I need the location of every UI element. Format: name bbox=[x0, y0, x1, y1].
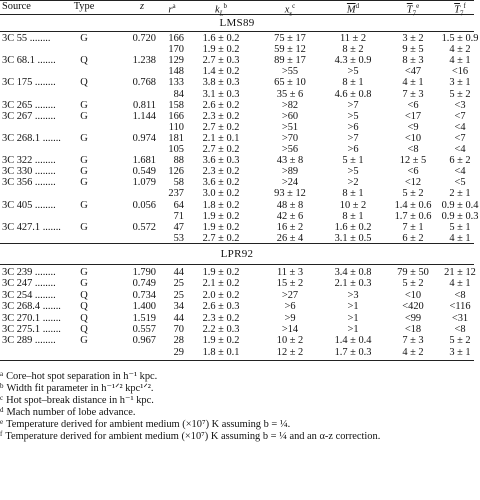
table-row bbox=[0, 55, 474, 66]
cell-t1: 3 ± 2 bbox=[402, 33, 424, 44]
cell-r: 29 bbox=[173, 346, 184, 358]
table-row bbox=[0, 335, 474, 346]
cell-xs: >56 bbox=[281, 144, 299, 155]
cell-xs: 93 ± 12 bbox=[274, 188, 306, 200]
cell-t1: <9 bbox=[407, 121, 419, 133]
table-row bbox=[0, 89, 474, 100]
cell-z: 0.967 bbox=[132, 335, 156, 347]
cell-z: 1.790 bbox=[132, 267, 156, 278]
table-row bbox=[0, 313, 474, 324]
cell-z: 1.400 bbox=[132, 301, 156, 313]
cell-m: 8 ± 2 bbox=[342, 44, 364, 56]
cell-t1: <12 bbox=[404, 177, 422, 189]
cell-type: G bbox=[80, 199, 88, 211]
cell-xs: 35 ± 6 bbox=[276, 88, 304, 100]
table-row bbox=[0, 166, 474, 177]
table-row bbox=[0, 222, 474, 233]
cell-r: 34 bbox=[173, 301, 184, 313]
cell-type: G bbox=[80, 166, 88, 178]
cell-t1: 79 ± 50 bbox=[397, 267, 429, 278]
cell-src: 3C 254 ........ bbox=[2, 289, 56, 301]
cell-r: 148 bbox=[168, 66, 184, 78]
cell-xs: 59 ± 12 bbox=[274, 44, 306, 56]
cell-m: >5 bbox=[347, 110, 359, 122]
cell-m: 4.6 ± 0.8 bbox=[334, 88, 372, 100]
cell-r: 71 bbox=[173, 210, 184, 222]
table-row bbox=[0, 66, 474, 77]
cell-kl: 1.9 ± 0.2 bbox=[202, 335, 240, 347]
cell-r: 170 bbox=[168, 44, 184, 56]
cell-t2: 0.9 ± 0.3 bbox=[441, 210, 479, 222]
cell-r: 44 bbox=[173, 267, 184, 278]
cell-xs: >82 bbox=[281, 99, 299, 111]
cell-t2: <7 bbox=[454, 132, 466, 144]
table-header bbox=[0, 0, 474, 18]
cell-type: G bbox=[80, 33, 88, 44]
cell-m: >2 bbox=[347, 177, 359, 189]
cell-r: 53 bbox=[173, 232, 184, 244]
cell-kl: 2.7 ± 0.3 bbox=[202, 55, 240, 67]
cell-t1: 5 ± 2 bbox=[402, 188, 424, 200]
cell-r: 166 bbox=[168, 33, 184, 44]
cell-m: 2.1 ± 0.3 bbox=[334, 278, 372, 290]
cell-xs: 10 ± 2 bbox=[276, 335, 304, 347]
cell-m: 11 ± 2 bbox=[339, 33, 367, 44]
cell-t2: <3 bbox=[454, 99, 466, 111]
cell-t1: <6 bbox=[407, 166, 419, 178]
cell-type: Q bbox=[80, 77, 88, 89]
cell-src: 3C 268.1 ....... bbox=[2, 132, 61, 144]
cell-xs: >27 bbox=[281, 289, 299, 301]
cell-t2: 4 ± 1 bbox=[449, 278, 471, 290]
table-row bbox=[0, 199, 479, 211]
cell-src: 3C 330 ........ bbox=[2, 166, 56, 178]
cell-xs: 75 ± 17 bbox=[274, 33, 306, 44]
cell-xs: 12 ± 2 bbox=[276, 346, 304, 358]
cell-m: >7 bbox=[347, 99, 359, 111]
cell-m: 8 ± 1 bbox=[342, 188, 364, 200]
cell-t2: 5 ± 1 bbox=[449, 221, 471, 233]
cell-xs: 89 ± 17 bbox=[274, 55, 306, 67]
cell-kl: 2.7 ± 0.2 bbox=[202, 144, 240, 155]
cell-r: 47 bbox=[173, 221, 184, 233]
cell-t2: 2 ± 1 bbox=[449, 188, 471, 200]
cell-m: 1.6 ± 0.2 bbox=[334, 221, 372, 233]
cell-z: 1.079 bbox=[132, 177, 156, 189]
cell-kl: 1.9 ± 0.2 bbox=[202, 210, 240, 222]
cell-z: 0.720 bbox=[132, 33, 156, 44]
cell-kl: 2.6 ± 0.2 bbox=[202, 99, 240, 111]
cell-xs: 65 ± 10 bbox=[274, 77, 306, 89]
cell-m: 3.4 ± 0.8 bbox=[334, 267, 372, 278]
cell-r: 166 bbox=[168, 110, 184, 122]
cell-t1: 7 ± 1 bbox=[402, 221, 424, 233]
cell-t1: <10 bbox=[404, 132, 422, 144]
cell-t2: <4 bbox=[454, 144, 466, 155]
cell-m: 10 ± 2 bbox=[339, 199, 367, 211]
cell-t1: 6 ± 2 bbox=[402, 232, 424, 244]
cell-t1: <8 bbox=[407, 144, 419, 155]
cell-kl: 3.8 ± 0.3 bbox=[202, 77, 240, 89]
cell-type: G bbox=[80, 110, 88, 122]
cell-kl: 2.3 ± 0.2 bbox=[202, 312, 240, 324]
cell-kl: 3.0 ± 0.2 bbox=[202, 188, 240, 200]
cell-t2: 4 ± 1 bbox=[449, 55, 471, 67]
cell-type: G bbox=[80, 278, 88, 290]
cell-z: 0.974 bbox=[132, 132, 156, 144]
cell-src: 3C 289 ........ bbox=[2, 335, 56, 347]
cell-t1: 4 ± 1 bbox=[402, 77, 424, 89]
header-rule bbox=[0, 14, 474, 15]
cell-src: 3C 247 ........ bbox=[2, 278, 56, 290]
cell-kl: 1.8 ± 0.2 bbox=[202, 199, 240, 211]
cell-r: 126 bbox=[168, 166, 184, 178]
cell-kl: 2.7 ± 0.2 bbox=[202, 232, 240, 244]
cell-t2: 5 ± 2 bbox=[449, 335, 471, 347]
cell-t1: <6 bbox=[407, 99, 419, 111]
header-type: Type bbox=[73, 1, 95, 12]
cell-kl: 3.6 ± 0.3 bbox=[202, 155, 240, 167]
cell-src: 3C 265 ........ bbox=[2, 99, 56, 111]
cell-m: >5 bbox=[347, 166, 359, 178]
cell-t2: <4 bbox=[454, 166, 466, 178]
cell-xs: 11 ± 3 bbox=[276, 267, 304, 278]
table-row bbox=[0, 347, 474, 358]
cell-t2: 3 ± 1 bbox=[449, 77, 471, 89]
cell-m: >1 bbox=[347, 312, 359, 324]
cell-t2: <4 bbox=[454, 121, 466, 133]
cell-type: Q bbox=[80, 55, 88, 67]
cell-m: >5 bbox=[347, 66, 359, 78]
cell-type: G bbox=[80, 99, 88, 111]
cell-src: 3C 267 ........ bbox=[2, 110, 56, 122]
cell-t2: 21 ± 12 bbox=[444, 267, 476, 278]
cell-t1: 8 ± 3 bbox=[402, 55, 424, 67]
cell-r: 70 bbox=[173, 324, 184, 335]
cell-t1: 1.7 ± 0.6 bbox=[394, 210, 432, 222]
table-row bbox=[0, 188, 474, 199]
footnotes bbox=[0, 368, 474, 440]
cell-src: 3C 268.4 ....... bbox=[2, 301, 61, 313]
cell-type: G bbox=[80, 221, 88, 233]
cell-kl: 3.1 ± 0.3 bbox=[202, 88, 240, 100]
header-r: $r^a$ bbox=[168, 2, 176, 16]
cell-z: 1.681 bbox=[132, 155, 156, 167]
cell-kl: 2.7 ± 0.2 bbox=[202, 121, 240, 133]
cell-r: 25 bbox=[173, 289, 184, 301]
cell-xs: 15 ± 2 bbox=[276, 278, 304, 290]
cell-r: 64 bbox=[173, 199, 184, 211]
cell-t2: 0.9 ± 0.4 bbox=[441, 199, 479, 211]
cell-t1: <47 bbox=[404, 66, 422, 78]
header-source: Source bbox=[2, 1, 31, 12]
cell-t2: 1.5 ± 0.9 bbox=[441, 33, 479, 44]
cell-m: 1.7 ± 0.3 bbox=[334, 346, 372, 358]
table-row bbox=[0, 324, 474, 335]
section-rule-lpr92 bbox=[0, 264, 474, 265]
cell-t1: <99 bbox=[404, 312, 422, 324]
cell-src: 3C 270.1 ....... bbox=[2, 312, 61, 324]
cell-type: G bbox=[80, 155, 88, 167]
cell-type: G bbox=[80, 267, 88, 278]
cell-xs: >89 bbox=[281, 166, 299, 178]
header-kl: $k_L^b$ bbox=[214, 2, 228, 18]
cell-src: 3C 356 ........ bbox=[2, 177, 56, 189]
header-xs: $x_s^c$ bbox=[284, 2, 296, 18]
cell-z: 0.768 bbox=[132, 77, 156, 89]
cell-kl: 1.4 ± 0.2 bbox=[202, 66, 240, 78]
cell-xs: >51 bbox=[281, 121, 299, 133]
cell-z: 0.549 bbox=[132, 166, 156, 178]
cell-t2: 4 ± 1 bbox=[449, 232, 471, 244]
cell-m: >6 bbox=[347, 121, 359, 133]
cell-t1: 1.4 ± 0.6 bbox=[394, 199, 432, 211]
cell-m: >3 bbox=[347, 289, 359, 301]
cell-kl: 2.0 ± 0.2 bbox=[202, 289, 240, 301]
table-row bbox=[0, 290, 474, 301]
footnote-a: $^a$ Core–hot spot separation in h⁻¹ kpc. bbox=[0, 370, 158, 382]
cell-t1: 5 ± 2 bbox=[402, 278, 424, 290]
cell-z: 0.572 bbox=[132, 221, 156, 233]
cell-t2: <31 bbox=[451, 312, 469, 324]
footnote-c: $^c$ Hot spot–break distance in h⁻¹ kpc. bbox=[0, 394, 154, 406]
cell-src: 3C 427.1 ....... bbox=[2, 221, 61, 233]
cell-xs: >55 bbox=[281, 66, 299, 78]
table-bottom-rule bbox=[0, 360, 474, 361]
cell-m: >7 bbox=[347, 132, 359, 144]
cell-kl: 1.6 ± 0.2 bbox=[202, 33, 240, 44]
cell-kl: 3.6 ± 0.2 bbox=[202, 177, 240, 189]
section-title-lms89: LMS89 bbox=[219, 17, 255, 29]
cell-t1: <17 bbox=[404, 110, 422, 122]
cell-kl: 2.2 ± 0.3 bbox=[202, 324, 240, 335]
cell-r: 105 bbox=[168, 144, 184, 155]
cell-r: 84 bbox=[173, 88, 184, 100]
cell-xs: >14 bbox=[281, 324, 299, 335]
cell-kl: 1.9 ± 0.2 bbox=[202, 44, 240, 56]
cell-z: 0.557 bbox=[132, 324, 156, 335]
table-row bbox=[0, 278, 474, 289]
cell-xs: >6 bbox=[284, 301, 296, 313]
footnote-e: $^e$ Temperature derived for ambient medium (×10⁷) K assuming b = ¼. bbox=[0, 418, 291, 430]
cell-t2: 5 ± 2 bbox=[449, 88, 471, 100]
cell-m: >6 bbox=[347, 144, 359, 155]
table-row bbox=[0, 111, 474, 122]
cell-r: 58 bbox=[173, 177, 184, 189]
cell-xs: 42 ± 6 bbox=[276, 210, 304, 222]
cell-r: 158 bbox=[168, 99, 184, 111]
cell-type: G bbox=[80, 177, 88, 189]
cell-m: 8 ± 1 bbox=[342, 77, 364, 89]
cell-t1: 9 ± 5 bbox=[402, 44, 424, 56]
cell-type: G bbox=[80, 335, 88, 347]
cell-xs: >60 bbox=[281, 110, 299, 122]
cell-xs: 43 ± 8 bbox=[276, 155, 304, 167]
cell-t2: <7 bbox=[454, 110, 466, 122]
cell-r: 110 bbox=[168, 121, 184, 133]
cell-z: 0.811 bbox=[133, 99, 156, 111]
cell-z: 0.056 bbox=[132, 199, 156, 211]
table-row bbox=[0, 210, 479, 222]
cell-t1: <10 bbox=[404, 289, 422, 301]
cell-src: 3C 275.1 ....... bbox=[2, 324, 61, 335]
cell-src: 3C 68.1 ....... bbox=[2, 55, 56, 67]
cell-t2: <5 bbox=[454, 177, 466, 189]
table-row bbox=[0, 301, 474, 312]
table-row bbox=[0, 177, 474, 188]
cell-r: 88 bbox=[173, 155, 184, 167]
header-t2: $\overline{T}_7^f$ bbox=[454, 2, 466, 18]
cell-r: 129 bbox=[168, 55, 184, 67]
cell-m: 5 ± 1 bbox=[342, 155, 364, 167]
table-row bbox=[0, 44, 474, 55]
cell-t1: 7 ± 3 bbox=[402, 335, 424, 347]
cell-m: >1 bbox=[347, 324, 359, 335]
table-row bbox=[0, 77, 474, 88]
cell-xs: 26 ± 4 bbox=[276, 232, 304, 244]
cell-t1: <18 bbox=[404, 324, 422, 335]
table-row bbox=[0, 33, 479, 44]
cell-t2: <116 bbox=[449, 301, 471, 313]
footnote-b: $^b$ Width fit parameter in h⁻¹ᐟ² kpc¹ᐟ². bbox=[0, 382, 154, 394]
cell-r: 133 bbox=[168, 77, 184, 89]
cell-src: 3C 55 ........ bbox=[2, 33, 51, 44]
cell-xs: >24 bbox=[281, 177, 299, 189]
cell-r: 44 bbox=[173, 312, 184, 324]
table-row bbox=[0, 144, 474, 155]
cell-t2: 3 ± 1 bbox=[449, 346, 471, 358]
cell-src: 3C 175 ........ bbox=[2, 77, 56, 89]
cell-t2: 6 ± 2 bbox=[449, 155, 471, 167]
cell-xs: >9 bbox=[284, 312, 296, 324]
cell-t2: 4 ± 2 bbox=[449, 44, 471, 56]
table-row bbox=[0, 100, 474, 111]
table-row bbox=[0, 155, 474, 166]
cell-type: Q bbox=[80, 301, 88, 313]
cell-m: 1.4 ± 0.4 bbox=[334, 335, 372, 347]
cell-m: 8 ± 1 bbox=[342, 210, 364, 222]
cell-t2: <16 bbox=[451, 66, 469, 78]
cell-xs: >70 bbox=[281, 132, 299, 144]
section-top-rule-lpr92 bbox=[0, 243, 474, 244]
header-z: z bbox=[139, 1, 145, 12]
cell-t1: 4 ± 2 bbox=[402, 346, 424, 358]
cell-kl: 1.9 ± 0.2 bbox=[202, 221, 240, 233]
header-t1: $\overline{T}_7^e$ bbox=[406, 2, 420, 18]
cell-m: >1 bbox=[347, 301, 359, 313]
cell-z: 1.238 bbox=[132, 55, 156, 67]
cell-kl: 1.8 ± 0.1 bbox=[202, 346, 240, 358]
cell-src: 3C 405 ........ bbox=[2, 199, 56, 211]
table-row bbox=[0, 133, 474, 144]
cell-type: Q bbox=[80, 289, 88, 301]
cell-t1: 12 ± 5 bbox=[399, 155, 427, 167]
cell-r: 181 bbox=[168, 132, 184, 144]
cell-kl: 1.9 ± 0.2 bbox=[202, 267, 240, 278]
cell-t2: <8 bbox=[454, 289, 466, 301]
cell-z: 0.749 bbox=[132, 278, 156, 290]
cell-kl: 2.3 ± 0.2 bbox=[202, 166, 240, 178]
cell-type: Q bbox=[80, 312, 88, 324]
cell-src: 3C 322 ........ bbox=[2, 155, 56, 167]
table-row bbox=[0, 267, 474, 278]
cell-type: Q bbox=[80, 324, 88, 335]
cell-r: 25 bbox=[173, 278, 184, 290]
cell-kl: 2.1 ± 0.2 bbox=[202, 278, 240, 290]
footnote-d: $^d$ Mach number of lobe advance. bbox=[0, 406, 136, 418]
cell-kl: 2.3 ± 0.2 bbox=[202, 110, 240, 122]
cell-z: 0.734 bbox=[132, 289, 156, 301]
cell-t1: <420 bbox=[402, 301, 424, 313]
cell-type: G bbox=[80, 132, 88, 144]
cell-m: 4.3 ± 0.9 bbox=[334, 55, 372, 67]
cell-z: 1.519 bbox=[132, 312, 156, 324]
cell-r: 28 bbox=[173, 335, 184, 347]
cell-t2: <8 bbox=[454, 324, 466, 335]
section-title-lpr92: LPR92 bbox=[220, 248, 254, 260]
section-rule-lms89 bbox=[0, 31, 474, 32]
cell-src: 3C 239 ........ bbox=[2, 267, 56, 278]
table-row bbox=[0, 122, 474, 133]
cell-t1: 7 ± 3 bbox=[402, 88, 424, 100]
cell-m: 3.1 ± 0.5 bbox=[334, 232, 372, 244]
cell-kl: 2.6 ± 0.3 bbox=[202, 301, 240, 313]
cell-r: 237 bbox=[168, 188, 184, 200]
cell-xs: 16 ± 2 bbox=[276, 221, 304, 233]
header-m: $\overline{M}^d$ bbox=[346, 2, 360, 16]
cell-z: 1.144 bbox=[132, 110, 156, 122]
cell-kl: 2.1 ± 0.1 bbox=[202, 132, 240, 144]
cell-xs: 48 ± 8 bbox=[276, 199, 304, 211]
footnote-f: $^f$ Temperature derived for ambient medium (×10⁷) K assuming b = ¼ and an α-z correction. bbox=[0, 430, 381, 442]
